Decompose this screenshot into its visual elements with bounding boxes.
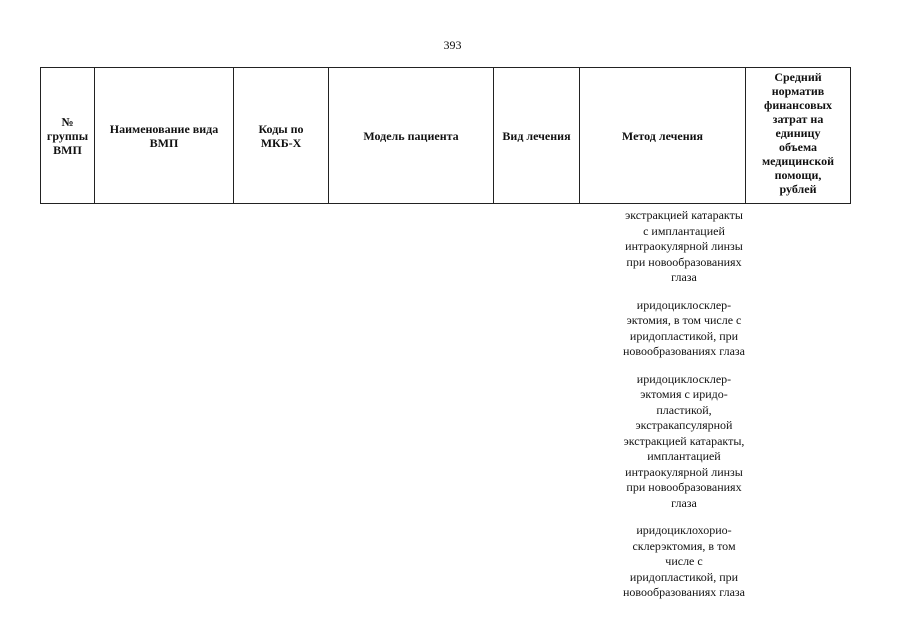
- column-header-icd-codes: Коды по МКБ-X: [234, 68, 329, 204]
- column-header-vmp-name: Наименование вида ВМП: [95, 68, 234, 204]
- column-header-average-cost: Средний норматив финансовых затрат на единицу объема медицинской помощи, рублей: [746, 68, 851, 204]
- column-header-treatment-method: Метод лечения: [580, 68, 746, 204]
- column-header-group-number: № группы ВМП: [41, 68, 95, 204]
- treatment-method-entry: иридоциклосклер- эктомия, в том числе с иридопластикой, при новообразованиях глаза: [623, 297, 745, 358]
- table-header: [40, 67, 851, 204]
- column-header-patient-model: Модель пациента: [329, 68, 494, 204]
- page-number: 393: [443, 38, 462, 52]
- treatment-method-list: [605, 208, 763, 613]
- treatment-method-entry: иридоциклосклер- эктомия с иридо- пластикой, экстракапсулярной экстракцией катаракты, имплантацией интраокулярной линзы при новообразованиях глаза: [623, 371, 745, 510]
- treatment-method-entry: экстракцией катаракты с имплантацией интраокулярной линзы при новообразованиях глаза: [625, 208, 743, 284]
- column-header-treatment-type: Вид лечения: [494, 68, 580, 204]
- treatment-method-entry: иридоциклохорио- склерэктомия, в том числе с иридопластикой, при новообразованиях глаза: [623, 523, 745, 599]
